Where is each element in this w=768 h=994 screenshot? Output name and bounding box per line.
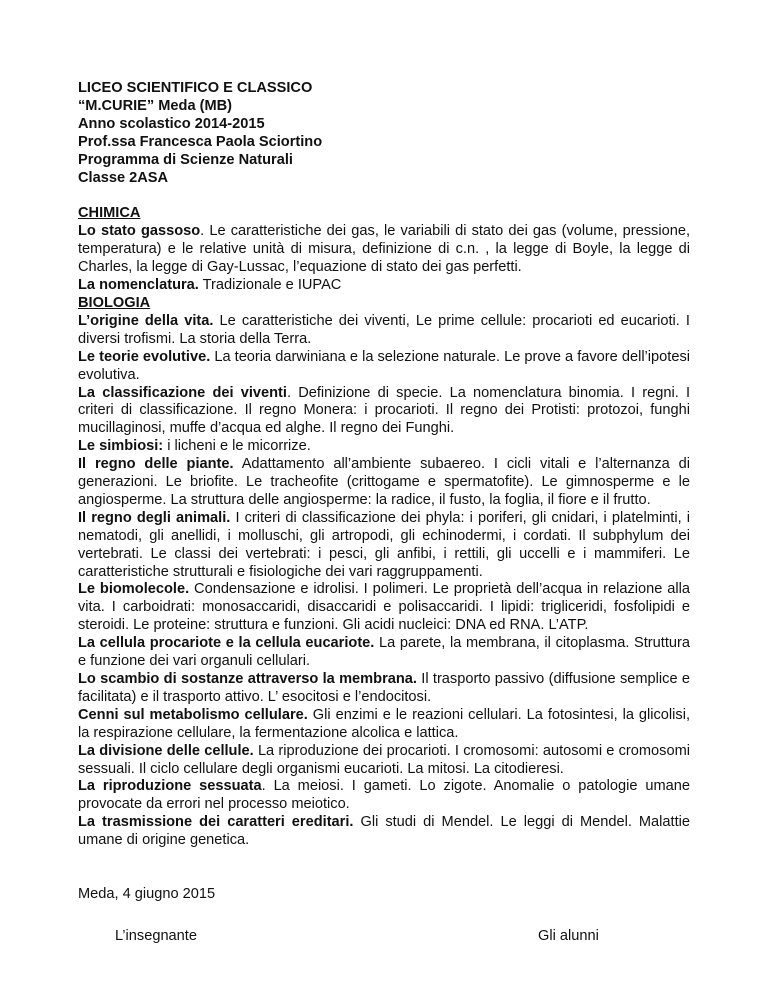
topic-text: Gli enzimi e le reazioni cellulari. La fotosintesi, la glicolisi, la respirazione cellulare, la fermentazione alcolica e lattica. bbox=[78, 706, 690, 741]
topic-text: i licheni e le micorrize. bbox=[167, 438, 311, 455]
topic-text: Le caratteristiche dei viventi, Le prime cellule: procarioti ed eucarioti. I diversi trofismi. La storia della Terra. bbox=[78, 312, 690, 347]
topic-text: Il trasporto passivo (diffusione semplice e facilitata) e il trasporto attivo. L’ esocitosi e l’endocitosi. bbox=[78, 671, 690, 705]
topic-paragraph bbox=[78, 223, 690, 277]
teacher-signature-label: L’insegnante bbox=[115, 927, 197, 944]
topic-paragraph bbox=[78, 778, 690, 814]
section-title: CHIMICA bbox=[78, 205, 141, 222]
class-name: Classe 2ASA bbox=[78, 169, 169, 186]
topic-heading: Cenni sul metabolismo cellulare. bbox=[78, 706, 308, 723]
document-date: Meda, 4 giugno 2015 bbox=[78, 886, 216, 903]
topic-paragraph bbox=[78, 277, 690, 295]
topic-text: La parete, la membrana, il citoplasma. Struttura e funzione dei vari organuli cellulari. bbox=[78, 635, 690, 670]
topic-heading: La nomenclatura. bbox=[78, 277, 199, 294]
topic-separator bbox=[234, 456, 242, 472]
topic-paragraph bbox=[78, 671, 690, 707]
topic-paragraph bbox=[78, 814, 690, 850]
topic-text: Condensazione e idrolisi. I polimeri. Le proprietà dell’acqua in relazione alla vita. I carboidrati: monosaccaridi, disaccaridi e polisaccaridi. I lipidi: trigliceridi, fosfolipidi e steroidi. Le proteine: struttura e funzioni. Gli acidi nucleici: DNA ed RNA. L’ATP. bbox=[78, 581, 690, 634]
school-name: LICEO SCIENTIFICO E CLASSICO bbox=[78, 80, 313, 96]
topic-paragraph bbox=[78, 510, 690, 582]
topic-text: Adattamento all’ambiente subaereo. I cicli vitali e l’alternanza di generazioni. Le briofite. Le tracheofite (crittogame e spermatofite). Le gimnosperme e le angiosperme. La struttura delle angiosperme: la radice, il fusto, la foglia, il fiore e il frutto. bbox=[78, 456, 690, 508]
topic-heading: Il regno delle piante. bbox=[78, 456, 234, 473]
topic-paragraph bbox=[78, 456, 690, 510]
topic-paragraph bbox=[78, 438, 690, 456]
teacher-name: Prof.ssa Francesca Paola Sciortino bbox=[78, 133, 323, 150]
topic-heading: Il regno degli animali. bbox=[78, 509, 231, 526]
topic-text: Definizione di specie. La nomenclatura binomia. I regni. I criteri di classificazione. Il regno Monera: i procarioti. Il regno dei Protisti: protozoi, funghi mucillaginosi, muffe d’acqua ed alghe. Il regno dei Funghi. bbox=[78, 384, 690, 437]
topic-paragraph bbox=[78, 581, 690, 635]
topic-heading: La divisione delle cellule. bbox=[78, 742, 254, 759]
students-signature-label: Gli alunni bbox=[538, 927, 599, 944]
topic-paragraph bbox=[78, 635, 690, 671]
topic-heading: La trasmissione dei caratteri ereditari. bbox=[78, 814, 354, 831]
topic-heading: La classificazione dei viventi bbox=[78, 384, 287, 401]
program-title: Programma di Scienze Naturali bbox=[78, 151, 293, 168]
topic-heading: Lo stato gassoso bbox=[78, 223, 201, 240]
school-subtitle: “M.CURIE” Meda (MB) bbox=[78, 97, 233, 114]
topic-text: La riproduzione dei procarioti. I cromosomi: autosomi e cromosomi sessuali. Il ciclo cellulare degli organismi eucarioti. La mitosi. La citodieresi. bbox=[78, 742, 690, 777]
topic-paragraph bbox=[78, 743, 690, 779]
school-year: Anno scolastico 2014-2015 bbox=[78, 115, 265, 132]
topic-paragraph bbox=[78, 707, 690, 743]
topic-heading: La cellula procariote e la cellula eucariote. bbox=[78, 635, 375, 652]
section-title: BIOLOGIA bbox=[78, 294, 151, 311]
signature-row bbox=[78, 928, 690, 946]
topic-paragraph bbox=[78, 349, 690, 385]
document-page bbox=[78, 80, 690, 946]
topic-text: La teoria darwiniana e la selezione naturale. Le prove a favore dell’ipotesi evolutiva. bbox=[78, 348, 690, 383]
topic-heading: Le teorie evolutive. bbox=[78, 348, 211, 365]
topic-text: Tradizionale e IUPAC bbox=[202, 277, 342, 294]
topic-text: Le caratteristiche dei gas, le variabili di stato dei gas (volume, pressione, temperatura) e le relative unità di misura, definizione di c.n. , la legge di Boyle, la legge di Charles, la legge di Gay-Lussac, l’equazione di stato dei gas perfetti. bbox=[78, 223, 691, 276]
topic-heading: Le simbiosi: bbox=[78, 438, 164, 455]
topic-separator: . bbox=[286, 384, 299, 401]
topic-text: Gli studi di Mendel. Le leggi di Mendel. Malattie umane di origine genetica. bbox=[78, 814, 690, 849]
topic-heading: Le biomolecole. bbox=[78, 581, 190, 598]
program-sections bbox=[78, 205, 690, 850]
document-header bbox=[78, 80, 690, 187]
topic-paragraph bbox=[78, 313, 690, 349]
topic-separator: . bbox=[200, 223, 210, 240]
topic-separator: . bbox=[261, 778, 274, 795]
topic-heading: La riproduzione sessuata bbox=[78, 778, 262, 795]
topic-heading: L’origine della vita. bbox=[78, 312, 214, 329]
topic-paragraph bbox=[78, 385, 690, 439]
topic-text: I criteri di classificazione dei phyla: i poriferi, gli cnidari, i platelminti, i nematodi, gli anellidi, i molluschi, gli artropodi, gli echinodermi, i cordati. Il subphylum dei vertebrati. Le classi dei vertebrati: i pesci, gli anfibi, i rettili, gli uccelli e i mammiferi. Le caratteristiche strutturali e fisiologiche dei vari raggruppamenti. bbox=[78, 509, 690, 580]
topic-heading: Lo scambio di sostanze attraverso la membrana. bbox=[78, 671, 417, 687]
topic-text: La meiosi. I gameti. Lo zigote. Anomalie o patologie umane provocate da errori nel processo meiotico. bbox=[78, 778, 691, 813]
